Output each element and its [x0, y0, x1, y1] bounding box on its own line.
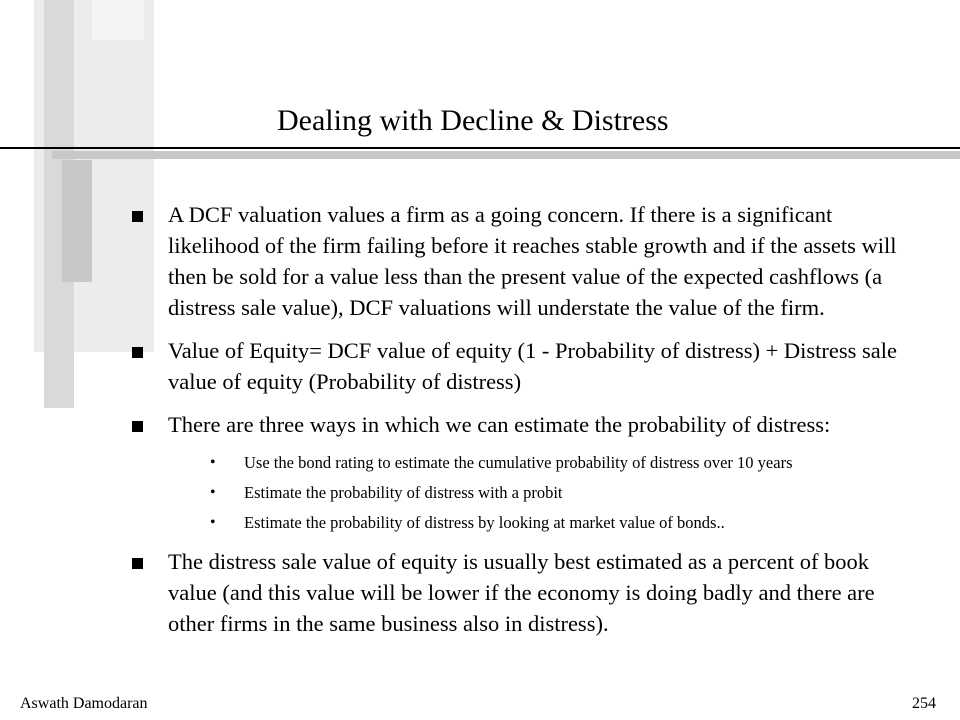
bullet-text: Value of Equity= DCF value of equity (1 - Probability of distress) + Distress sale value of equity (Probability of distress) [168, 338, 898, 394]
decorative-bar [62, 160, 92, 282]
bullet-item [132, 199, 922, 323]
dot-bullet-icon: • [210, 454, 216, 471]
sub-bullet-text: Estimate the probability of distress by looking at market value of bonds.. [244, 513, 725, 532]
bullet-text: The distress sale value of equity is usually best estimated as a percent of book value (and this value will be lower if the economy is doing badly and there are other firms in the same business also in distress). [168, 549, 875, 636]
square-bullet-icon [132, 347, 143, 358]
sub-bullet-item [168, 452, 922, 474]
bullet-text: There are three ways in which we can estimate the probability of distress: [168, 412, 831, 437]
title-divider [0, 147, 960, 149]
square-bullet-icon [132, 558, 143, 569]
slide-body [132, 199, 922, 651]
footer-author: Aswath Damodaran [20, 695, 148, 712]
page-number: 254 [912, 695, 936, 712]
dot-bullet-icon: • [210, 514, 216, 531]
sub-bullet-item [168, 512, 922, 534]
sub-bullet-item [168, 482, 922, 504]
bullet-text: A DCF valuation values a firm as a going concern. If there is a significant likelihood of the firm failing before it reaches stable growth and if the assets will then be sold for a value less than the present value of the expected cashflows (a distress sale value), DCF valuations will understate the value of the firm. [168, 202, 897, 320]
sub-bullet-text: Estimate the probability of distress with a probit [244, 483, 563, 502]
bullet-item [132, 409, 922, 534]
slide-title: Dealing with Decline & Distress [277, 104, 669, 137]
bullet-item [132, 546, 922, 639]
bullet-item [132, 335, 922, 397]
title-divider-shadow [52, 151, 960, 159]
sub-bullet-list [168, 452, 922, 534]
decorative-bar [92, 0, 144, 40]
sub-bullet-text: Use the bond rating to estimate the cumulative probability of distress over 10 years [244, 453, 793, 472]
dot-bullet-icon: • [210, 484, 216, 501]
square-bullet-icon [132, 211, 143, 222]
square-bullet-icon [132, 421, 143, 432]
